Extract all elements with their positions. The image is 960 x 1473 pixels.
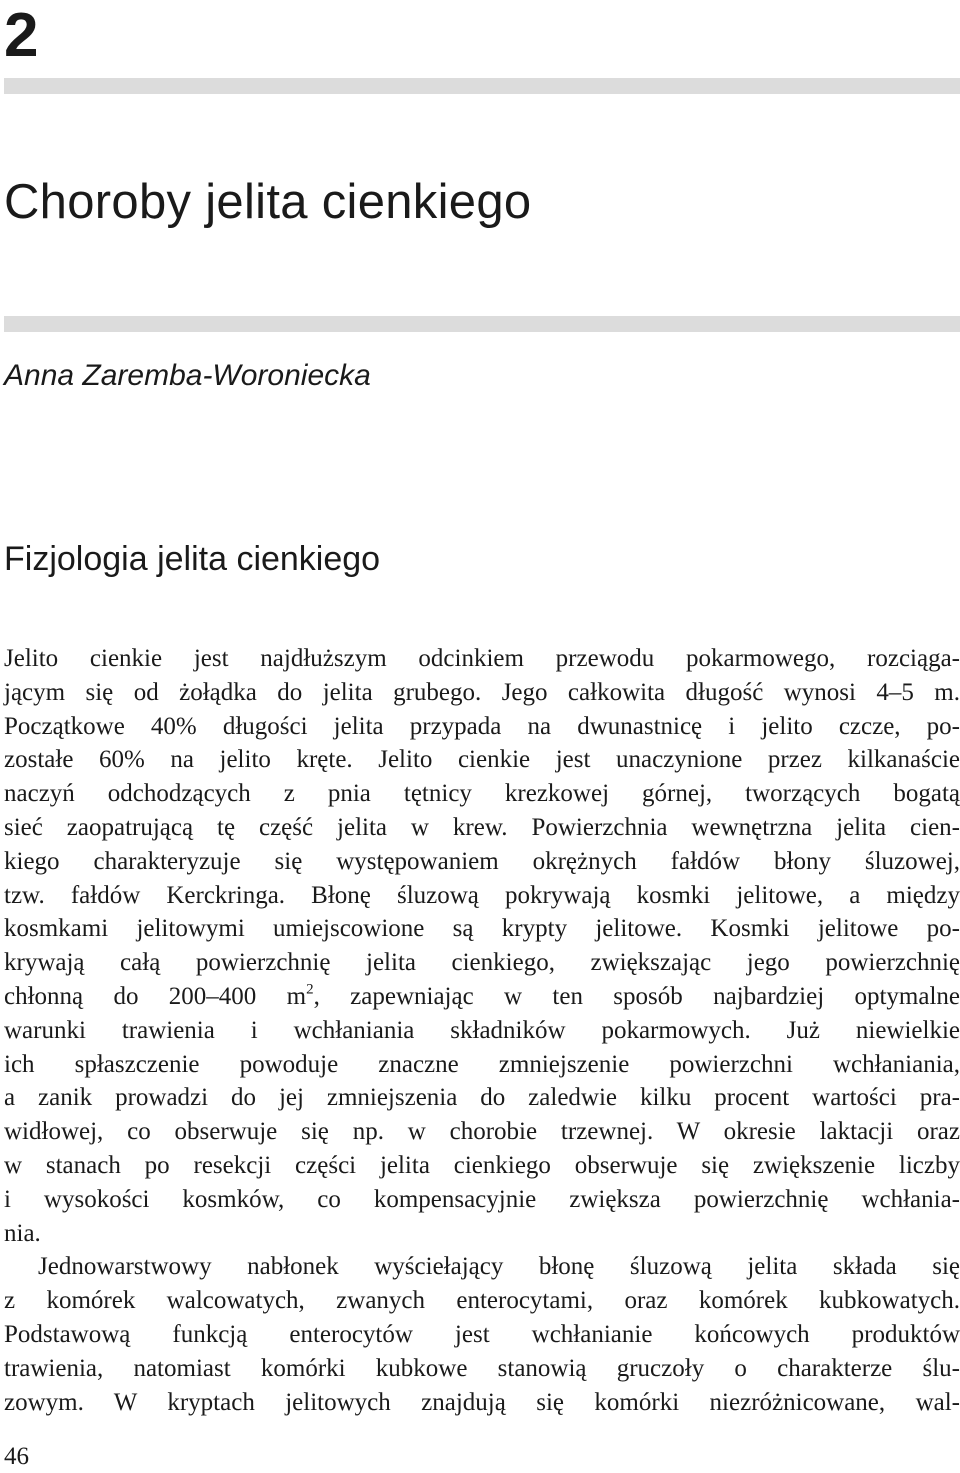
text-line: zowym. W kryptach jelitowych znajdują się komórki niezróżnicowane, wal-: [4, 1388, 960, 1416]
text-line: z komórek walcowatych, zwanych enterocytami, oraz komórek kubkowatych.: [4, 1287, 960, 1315]
text-line: Jednowarstwowy nabłonek wyściełający błonę śluzową jelita składa się: [38, 1253, 960, 1281]
text-line: Jelito cienkie jest najdłuższym odcinkiem przewodu pokarmowego, rozciąga-: [4, 645, 960, 672]
text-line: trawienia, natomiast komórki kubkowe stanowią gruczoły o charakterze ślu-: [4, 1354, 960, 1382]
text-segment: chłonną do 200–400 m: [4, 982, 307, 1010]
superscript: 2: [306, 981, 314, 998]
header-rule-top: [4, 78, 960, 94]
page-number: 46: [4, 1443, 29, 1470]
text-line: zostałe 60% na jelito kręte. Jelito cienkie jest unaczynione przez kilkanaście: [4, 746, 960, 774]
text-line-with-superscript: [4, 980, 960, 1014]
text-line: i wysokości kosmków, co kompensacyjnie zwiększa powierzchnię wchłania-: [4, 1185, 960, 1213]
section-title: Fizjologia jelita cienkiego: [4, 540, 381, 578]
text-line: ich spłaszczenie powoduje znaczne zmniejszenie powierzchni wchłaniania,: [4, 1050, 960, 1078]
text-line: kosmkami jelitowymi umiejscowione są krypty jelitowe. Kosmki jelitowe po-: [4, 915, 960, 943]
text-line: widłowej, co obserwuje się np. w chorobie trzewnej. W okresie laktacji oraz: [4, 1118, 960, 1146]
text-line: tzw. fałdów Kerckringa. Błonę śluzową pokrywają kosmki jelitowe, a między: [4, 881, 960, 909]
text-line: nia.: [4, 1219, 41, 1247]
text-line: krywają całą powierzchnię jelita cienkiego, zwiększając jego powierzchnię: [4, 949, 960, 977]
header-rule-bottom: [4, 316, 960, 332]
text-line: w stanach po resekcji części jelita cienkiego obserwuje się zwiększenie liczby: [4, 1151, 960, 1179]
text-line: sieć zaopatrującą tę część jelita w krew. Powierzchnia wewnętrzna jelita cien-: [4, 813, 960, 841]
body-text: [4, 642, 960, 1419]
text-line: Podstawową funkcją enterocytów jest wchłanianie końcowych produktów: [4, 1320, 960, 1348]
text-line: naczyń odchodzących z pnia tętnicy krezkowej górnej, tworzących bogatą: [4, 780, 960, 808]
text-line: Początkowe 40% długości jelita przypada na dwunastnicę i jelito czcze, po-: [4, 712, 960, 740]
text-line: jącym się od żołądka do jelita grubego. Jego całkowita długość wynosi 4–5 m.: [4, 678, 960, 706]
text-segment: , zapewniając w ten sposób najbardziej optymalne: [313, 982, 960, 1010]
text-line: kiego charakteryzuje się występowaniem okrężnych fałdów błony śluzowej,: [4, 847, 960, 875]
text-line: a zanik prowadzi do jej zmniejszenia do zaledwie kilku procent wartości pra-: [4, 1084, 960, 1112]
chapter-title: Choroby jelita cienkiego: [4, 175, 532, 229]
chapter-number: 2: [4, 1, 39, 70]
author-name: Anna Zaremba-Woroniecka: [4, 359, 371, 392]
text-line: warunki trawienia i wchłaniania składników pokarmowych. Już niewielkie: [4, 1016, 960, 1044]
